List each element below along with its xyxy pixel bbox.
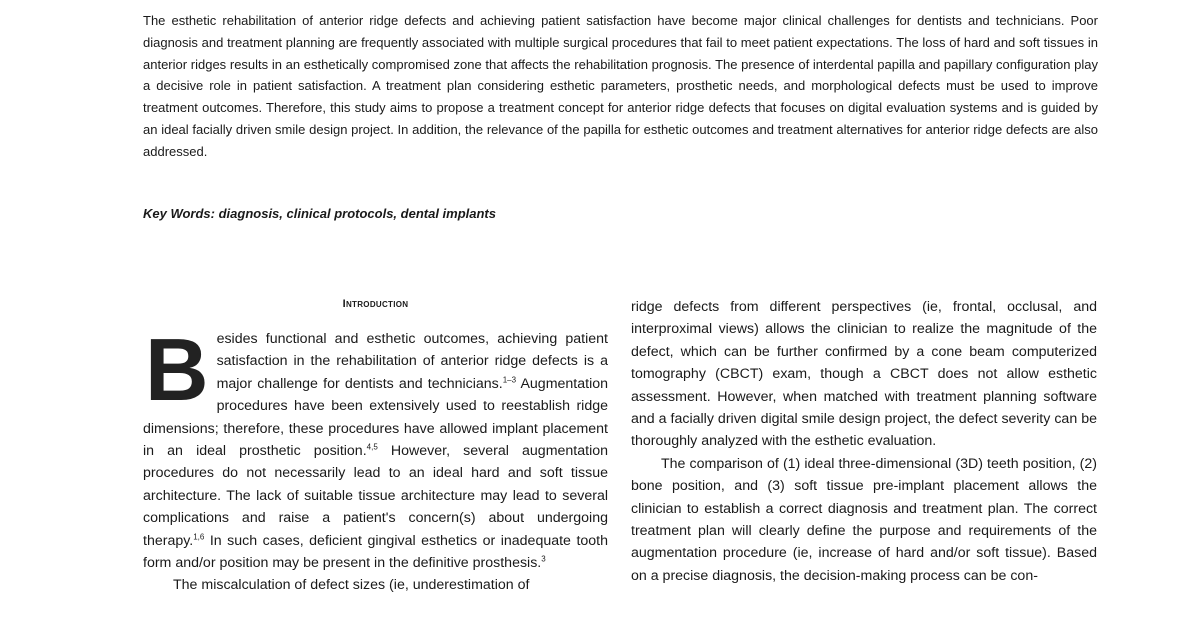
intro-paragraph-1 xyxy=(143,320,609,574)
citation-superscript: 3 xyxy=(541,554,546,564)
abstract-text: The esthetic rehabilitation of anterior ridge defects and achieving patient satisfaction have become major clinical challenges for dentists and technicians. Poor diagnosis and treatment planning are frequently associated with multiple surgical procedures that fail to meet patient expectations. The loss of hard and soft tissues in anterior ridges results in an esthetically compromised zone that affects the rehabilitation prognosis. The presence of interdental papilla and papillary configuration play a decisive role in patient satisfaction. A treatment plan considering esthetic parameters, prosthetic needs, and morphological defects must be used to improve treatment outcomes. Therefore, this study aims to propose a treatment concept for anterior ridge defects that focuses on digital evaluation systems and is guided by an ideal facially driven smile design project. In addition, the relevance of the papilla for esthetic outcomes and treatment alternatives for anterior ridge defects are also addressed. xyxy=(143,13,1098,159)
left-column xyxy=(143,320,609,597)
drop-cap: B xyxy=(145,320,209,419)
right-column xyxy=(631,296,1097,587)
intro-p1-part-c: However, several augmentation procedures do not necessarily lead to an ideal hard and soft tissue architecture. The lack of suitable tissue architecture may lead to several complications and raise a patient's concern(s) about undergoing therapy. xyxy=(143,443,609,549)
right-paragraph-2: The comparison of (1) ideal three-dimensional (3D) teeth position, (2) bone position, and (3) soft tissue pre-implant placement allows the clinician to establish a correct diagnosis and treatment plan. The correct treatment plan will clearly define the purpose and requirements of the augmentation procedure (ie, increase of hard and/or soft tissue). Based on a precise diagnosis, the decision-making process can be con- xyxy=(631,455,1097,584)
intro-paragraph-2: The miscalculation of defect sizes (ie, underestimation of xyxy=(173,577,530,594)
intro-p1-part-a: esides functional and esthetic outcomes, achieving patient satisfaction in the rehabilitation of anterior ridge defects is a major challenge for dentists and technicians. xyxy=(216,331,608,392)
citation-superscript: 4,5 xyxy=(366,442,378,452)
intro-p1-part-b: Augmentation procedures have been extensively used to reestablish ridge dimensions; therefore, these procedures have allowed implant placement in an ideal prosthetic position. xyxy=(143,375,609,460)
right-paragraph-1: ridge defects from different perspectives (ie, frontal, occlusal, and interproximal views) allows the clinician to realize the magnitude of the defect, which can be further confirmed by a cone beam computerized tomography (CBCT) exam, though a CBCT does not allow esthetic assessment. However, when matched with treatment planning software and a facially driven digital smile design project, the defect severity can be thoroughly analyzed with the esthetic evaluation. xyxy=(631,299,1097,450)
keywords: Key Words: diagnosis, clinical protocols, dental implants xyxy=(143,206,496,221)
intro-p1-part-d: In such cases, deficient gingival esthetics or inadequate tooth form and/or position may be present in the definitive prosthesis. xyxy=(143,532,608,572)
citation-superscript: 1–3 xyxy=(502,375,517,385)
section-heading-introduction: Introduction xyxy=(342,298,409,310)
citation-superscript: 1,6 xyxy=(193,531,205,541)
